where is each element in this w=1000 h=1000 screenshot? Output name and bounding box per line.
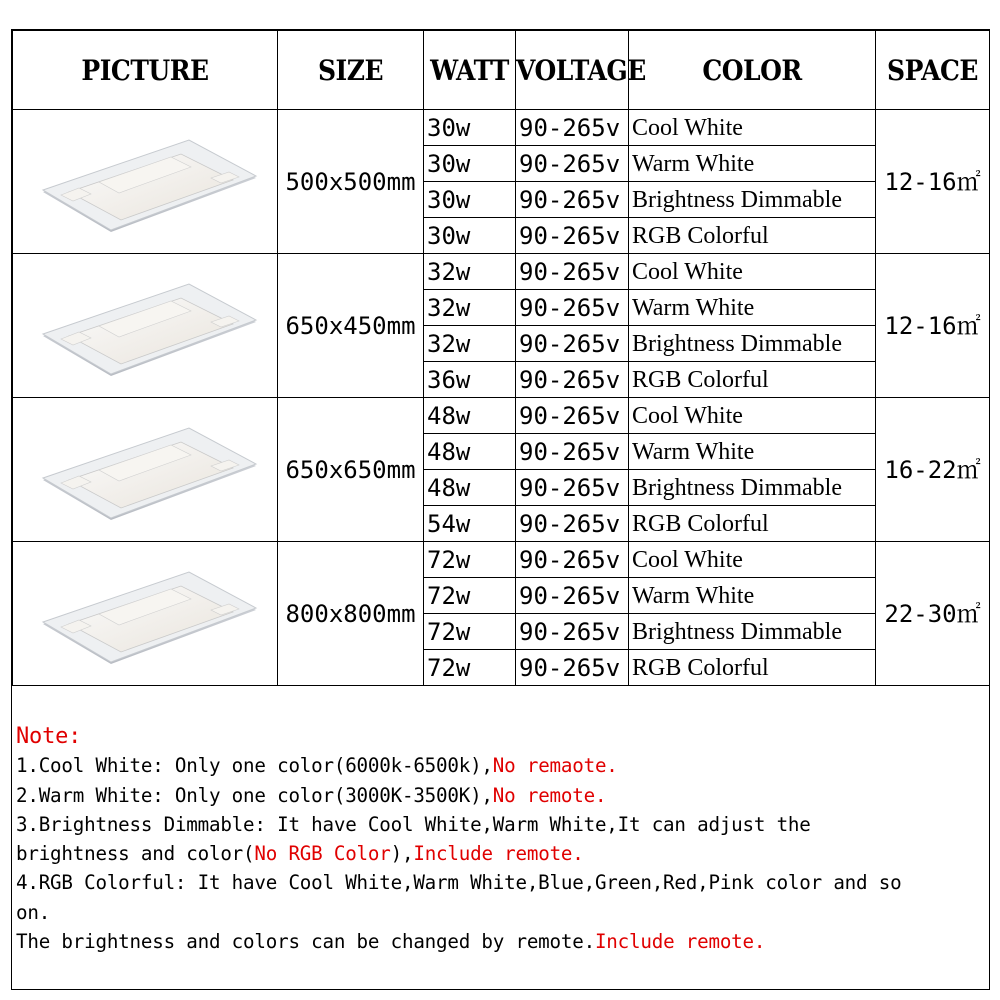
- color-cell: Cool White: [629, 110, 876, 146]
- watt-cell: 36w: [424, 362, 516, 398]
- note-line-1-red: No remaote.: [492, 754, 618, 778]
- note-line-5-red: Include remote.: [594, 930, 766, 954]
- product-picture: [13, 542, 278, 686]
- color-cell: Cool White: [629, 398, 876, 434]
- color-cell: RGB Colorful: [629, 218, 876, 254]
- spec-sheet: [11, 29, 990, 990]
- ceiling-lamp-image: [21, 264, 271, 390]
- table-row: [13, 398, 990, 434]
- ceiling-lamp-image: [21, 552, 271, 678]
- product-space: 22-30㎡: [876, 542, 990, 686]
- color-cell: RGB Colorful: [629, 506, 876, 542]
- table-row: [13, 542, 990, 578]
- ceiling-lamp-image: [21, 408, 271, 534]
- note-section: [16, 722, 986, 956]
- color-cell: Brightness Dimmable: [629, 182, 876, 218]
- watt-cell: 48w: [424, 470, 516, 506]
- note-line-3b-text: brightness and color(: [16, 842, 255, 866]
- watt-cell: 30w: [424, 182, 516, 218]
- voltage-cell: 90-265v: [516, 434, 629, 470]
- note-line-3c-text: ),: [390, 842, 414, 866]
- product-size: 650x450mm: [278, 254, 424, 398]
- watt-cell: 30w: [424, 146, 516, 182]
- header-voltage: VOLTAGE: [516, 26, 629, 114]
- voltage-cell: 90-265v: [516, 614, 629, 650]
- product-size: 800x800mm: [278, 542, 424, 686]
- product-picture: [13, 398, 278, 542]
- color-cell: Warm White: [629, 290, 876, 326]
- color-cell: Warm White: [629, 434, 876, 470]
- voltage-cell: 90-265v: [516, 218, 629, 254]
- color-cell: Cool White: [629, 542, 876, 578]
- product-size: 650x650mm: [278, 398, 424, 542]
- table-row: [13, 254, 990, 290]
- header-color: COLOR: [629, 26, 876, 114]
- header-watt: WATT: [424, 26, 516, 114]
- watt-cell: 72w: [424, 650, 516, 686]
- watt-cell: 54w: [424, 506, 516, 542]
- note-line-3b: [16, 839, 986, 868]
- note-line-2-text: 2.Warm White: Only one color(3000K-3500K),: [16, 783, 493, 807]
- product-space: 16-22㎡: [876, 398, 990, 542]
- watt-cell: 72w: [424, 542, 516, 578]
- voltage-cell: 90-265v: [516, 470, 629, 506]
- color-cell: Brightness Dimmable: [629, 614, 876, 650]
- product-space: 12-16㎡: [876, 254, 990, 398]
- color-cell: Brightness Dimmable: [629, 326, 876, 362]
- note-line-5: [16, 927, 986, 956]
- table-header-row: [13, 31, 990, 110]
- watt-cell: 32w: [424, 326, 516, 362]
- header-size: SIZE: [278, 26, 424, 114]
- watt-cell: 32w: [424, 290, 516, 326]
- product-space: 12-16㎡: [876, 110, 990, 254]
- voltage-cell: 90-265v: [516, 506, 629, 542]
- voltage-cell: 90-265v: [516, 650, 629, 686]
- color-cell: RGB Colorful: [629, 362, 876, 398]
- voltage-cell: 90-265v: [516, 182, 629, 218]
- product-picture: [13, 110, 278, 254]
- note-line-3b-red: No RGB Color: [254, 842, 391, 866]
- watt-cell: 72w: [424, 578, 516, 614]
- note-line-4a: 4.RGB Colorful: It have Cool White,Warm White,Blue,Green,Red,Pink color and so: [16, 871, 902, 895]
- color-cell: Warm White: [629, 578, 876, 614]
- header-space: SPACE: [876, 26, 990, 114]
- voltage-cell: 90-265v: [516, 146, 629, 182]
- note-line-2: [16, 781, 986, 810]
- table-row: [13, 110, 990, 146]
- voltage-cell: 90-265v: [516, 254, 629, 290]
- voltage-cell: 90-265v: [516, 110, 629, 146]
- voltage-cell: 90-265v: [516, 290, 629, 326]
- watt-cell: 48w: [424, 434, 516, 470]
- header-picture: PICTURE: [13, 26, 278, 114]
- voltage-cell: 90-265v: [516, 542, 629, 578]
- product-picture: [13, 254, 278, 398]
- color-cell: Warm White: [629, 146, 876, 182]
- watt-cell: 48w: [424, 398, 516, 434]
- voltage-cell: 90-265v: [516, 326, 629, 362]
- voltage-cell: 90-265v: [516, 362, 629, 398]
- note-line-3a: 3.Brightness Dimmable: It have Cool White,Warm White,It can adjust the: [16, 812, 811, 836]
- product-size: 500x500mm: [278, 110, 424, 254]
- note-title: Note:: [16, 724, 82, 749]
- color-cell: Brightness Dimmable: [629, 470, 876, 506]
- ceiling-lamp-image: [21, 120, 271, 246]
- voltage-cell: 90-265v: [516, 578, 629, 614]
- color-cell: Cool White: [629, 254, 876, 290]
- watt-cell: 32w: [424, 254, 516, 290]
- watt-cell: 72w: [424, 614, 516, 650]
- note-line-5-text: The brightness and colors can be changed by remote.: [16, 930, 595, 954]
- spec-table: [12, 30, 990, 686]
- watt-cell: 30w: [424, 110, 516, 146]
- note-line-1-text: 1.Cool White: Only one color(6000k-6500k),: [16, 754, 493, 778]
- note-line-1: [16, 751, 986, 780]
- note-line-2-red: No remote.: [492, 783, 607, 807]
- note-line-4b: on.: [16, 900, 51, 924]
- note-line-3-red: Include remote.: [413, 842, 584, 866]
- color-cell: RGB Colorful: [629, 650, 876, 686]
- watt-cell: 30w: [424, 218, 516, 254]
- voltage-cell: 90-265v: [516, 398, 629, 434]
